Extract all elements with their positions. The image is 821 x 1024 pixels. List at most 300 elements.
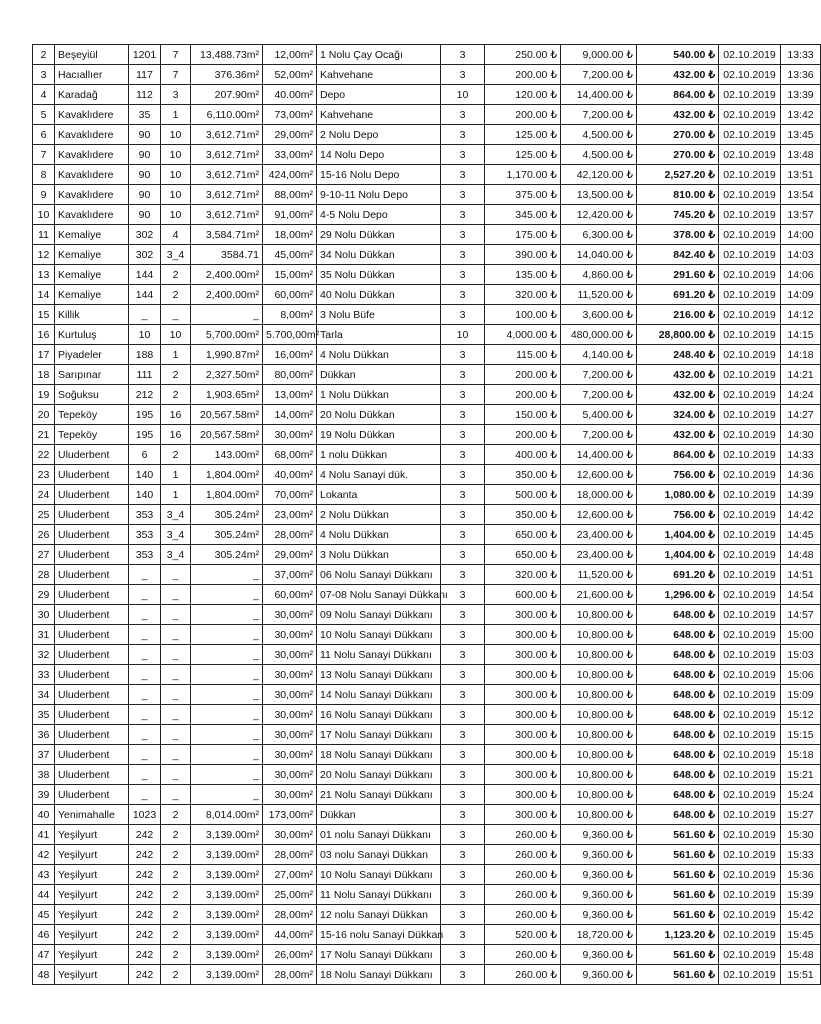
table-row [33, 265, 821, 285]
table-row [33, 845, 821, 865]
monthly-price-cell: 100.00 ₺ [485, 305, 561, 325]
monthly-price-cell: 600.00 ₺ [485, 585, 561, 605]
duration-cell: 3 [441, 245, 485, 265]
date-cell: 02.10.2019 [719, 725, 781, 745]
guarantee-cell: 756.00 ₺ [637, 465, 719, 485]
row-number-cell: 26 [33, 525, 55, 545]
duration-cell: 3 [441, 285, 485, 305]
total-price-cell: 9,360.00 ₺ [561, 825, 637, 845]
duration-cell: 10 [441, 325, 485, 345]
row-number-cell: 32 [33, 645, 55, 665]
guarantee-cell: 1,080.00 ₺ [637, 485, 719, 505]
neighborhood-cell: Uluderbent [55, 565, 129, 585]
row-number-cell: 40 [33, 805, 55, 825]
row-number-cell: 2 [33, 45, 55, 65]
date-cell: 02.10.2019 [719, 865, 781, 885]
table-row [33, 745, 821, 765]
monthly-price-cell: 200.00 ₺ [485, 105, 561, 125]
neighborhood-cell: Uluderbent [55, 705, 129, 725]
parcel-cell: 2 [161, 445, 191, 465]
date-cell: 02.10.2019 [719, 105, 781, 125]
table-row [33, 365, 821, 385]
parcel-cell: 3_4 [161, 505, 191, 525]
guarantee-cell: 648.00 ₺ [637, 725, 719, 745]
total-price-cell: 23,400.00 ₺ [561, 545, 637, 565]
neighborhood-cell: Uluderbent [55, 465, 129, 485]
date-cell: 02.10.2019 [719, 165, 781, 185]
duration-cell: 3 [441, 945, 485, 965]
date-cell: 02.10.2019 [719, 525, 781, 545]
date-cell: 02.10.2019 [719, 225, 781, 245]
monthly-price-cell: 260.00 ₺ [485, 865, 561, 885]
parcel-cell: _ [161, 745, 191, 765]
duration-cell: 3 [441, 685, 485, 705]
guarantee-cell: 291.60 ₺ [637, 265, 719, 285]
parcel-cell: 10 [161, 325, 191, 345]
block-cell: 353 [129, 545, 161, 565]
neighborhood-cell: Uluderbent [55, 545, 129, 565]
table-row [33, 905, 821, 925]
duration-cell: 3 [441, 905, 485, 925]
rented-area-cell: 40.00m² [263, 85, 317, 105]
duration-cell: 3 [441, 665, 485, 685]
guarantee-cell: 648.00 ₺ [637, 805, 719, 825]
monthly-price-cell: 260.00 ₺ [485, 905, 561, 925]
block-cell: 112 [129, 85, 161, 105]
time-cell: 15:15 [781, 725, 821, 745]
time-cell: 14:03 [781, 245, 821, 265]
parcel-area-cell: 305.24m² [191, 525, 263, 545]
monthly-price-cell: 200.00 ₺ [485, 425, 561, 445]
row-number-cell: 24 [33, 485, 55, 505]
time-cell: 14:51 [781, 565, 821, 585]
guarantee-cell: 648.00 ₺ [637, 605, 719, 625]
neighborhood-cell: Yeşilyurt [55, 925, 129, 945]
row-number-cell: 25 [33, 505, 55, 525]
time-cell: 14:09 [781, 285, 821, 305]
parcel-cell: _ [161, 625, 191, 645]
monthly-price-cell: 300.00 ₺ [485, 725, 561, 745]
time-cell: 15:06 [781, 665, 821, 685]
duration-cell: 3 [441, 865, 485, 885]
neighborhood-cell: Uluderbent [55, 745, 129, 765]
time-cell: 14:24 [781, 385, 821, 405]
parcel-cell: 2 [161, 385, 191, 405]
total-price-cell: 4,500.00 ₺ [561, 125, 637, 145]
parcel-area-cell: 3,139.00m² [191, 925, 263, 945]
block-cell: _ [129, 725, 161, 745]
time-cell: 13:57 [781, 205, 821, 225]
date-cell: 02.10.2019 [719, 65, 781, 85]
parcel-area-cell: 3,139.00m² [191, 825, 263, 845]
parcel-cell: 2 [161, 805, 191, 825]
monthly-price-cell: 300.00 ₺ [485, 665, 561, 685]
duration-cell: 3 [441, 145, 485, 165]
parcel-cell: 1 [161, 465, 191, 485]
table-row [33, 425, 821, 445]
monthly-price-cell: 260.00 ₺ [485, 885, 561, 905]
block-cell: 90 [129, 165, 161, 185]
total-price-cell: 14,040.00 ₺ [561, 245, 637, 265]
neighborhood-cell: Uluderbent [55, 765, 129, 785]
parcel-area-cell: 1,804.00m² [191, 485, 263, 505]
neighborhood-cell: Karadağ [55, 85, 129, 105]
duration-cell: 3 [441, 705, 485, 725]
guarantee-cell: 1,404.00 ₺ [637, 525, 719, 545]
description-cell: 10 Nolu Sanayi Dükkanı [317, 625, 441, 645]
monthly-price-cell: 320.00 ₺ [485, 285, 561, 305]
guarantee-cell: 1,296.00 ₺ [637, 585, 719, 605]
parcel-area-cell: 3,584.71m² [191, 225, 263, 245]
neighborhood-cell: Piyadeler [55, 345, 129, 365]
row-number-cell: 28 [33, 565, 55, 585]
neighborhood-cell: Uluderbent [55, 625, 129, 645]
rented-area-cell: 60,00m² [263, 585, 317, 605]
block-cell: _ [129, 665, 161, 685]
neighborhood-cell: Yeşilyurt [55, 845, 129, 865]
time-cell: 14:21 [781, 365, 821, 385]
row-number-cell: 36 [33, 725, 55, 745]
table-row [33, 765, 821, 785]
parcel-cell: 3_4 [161, 545, 191, 565]
row-number-cell: 22 [33, 445, 55, 465]
neighborhood-cell: Killik [55, 305, 129, 325]
row-number-cell: 7 [33, 145, 55, 165]
block-cell: 35 [129, 105, 161, 125]
row-number-cell: 12 [33, 245, 55, 265]
date-cell: 02.10.2019 [719, 145, 781, 165]
block-cell: 117 [129, 65, 161, 85]
rented-area-cell: 23,00m² [263, 505, 317, 525]
table-row [33, 865, 821, 885]
total-price-cell: 7,200.00 ₺ [561, 365, 637, 385]
rented-area-cell: 70,00m² [263, 485, 317, 505]
guarantee-cell: 1,404.00 ₺ [637, 545, 719, 565]
duration-cell: 3 [441, 305, 485, 325]
parcel-area-cell: 8,014.00m² [191, 805, 263, 825]
table-row [33, 205, 821, 225]
parcel-cell: 2 [161, 825, 191, 845]
table-row [33, 45, 821, 65]
date-cell: 02.10.2019 [719, 585, 781, 605]
neighborhood-cell: Yenimahalle [55, 805, 129, 825]
duration-cell: 3 [441, 845, 485, 865]
row-number-cell: 19 [33, 385, 55, 405]
table-row [33, 385, 821, 405]
block-cell: 242 [129, 905, 161, 925]
rented-area-cell: 30,00m² [263, 765, 317, 785]
description-cell: 17 Nolu Sanayi Dükkanı [317, 725, 441, 745]
row-number-cell: 18 [33, 365, 55, 385]
table-row [33, 945, 821, 965]
rented-area-cell: 12,00m² [263, 45, 317, 65]
rented-area-cell: 68,00m² [263, 445, 317, 465]
guarantee-cell: 648.00 ₺ [637, 665, 719, 685]
time-cell: 14:30 [781, 425, 821, 445]
rented-area-cell: 30,00m² [263, 425, 317, 445]
guarantee-cell: 756.00 ₺ [637, 505, 719, 525]
rented-area-cell: 26,00m² [263, 945, 317, 965]
duration-cell: 3 [441, 265, 485, 285]
date-cell: 02.10.2019 [719, 845, 781, 865]
table-row [33, 625, 821, 645]
rented-area-cell: 60,00m² [263, 285, 317, 305]
table-row [33, 465, 821, 485]
duration-cell: 3 [441, 505, 485, 525]
time-cell: 13:42 [781, 105, 821, 125]
monthly-price-cell: 300.00 ₺ [485, 785, 561, 805]
monthly-price-cell: 520.00 ₺ [485, 925, 561, 945]
block-cell: 144 [129, 285, 161, 305]
neighborhood-cell: Kavaklıdere [55, 165, 129, 185]
time-cell: 13:54 [781, 185, 821, 205]
rented-area-cell: 25,00m² [263, 885, 317, 905]
row-number-cell: 33 [33, 665, 55, 685]
parcel-cell: _ [161, 605, 191, 625]
block-cell: 90 [129, 185, 161, 205]
monthly-price-cell: 4,000.00 ₺ [485, 325, 561, 345]
guarantee-cell: 648.00 ₺ [637, 785, 719, 805]
neighborhood-cell: Uluderbent [55, 665, 129, 685]
duration-cell: 3 [441, 425, 485, 445]
date-cell: 02.10.2019 [719, 885, 781, 905]
duration-cell: 3 [441, 885, 485, 905]
parcel-cell: _ [161, 565, 191, 585]
parcel-area-cell: _ [191, 605, 263, 625]
parcel-cell: 2 [161, 925, 191, 945]
row-number-cell: 38 [33, 765, 55, 785]
duration-cell: 3 [441, 725, 485, 745]
parcel-cell: _ [161, 305, 191, 325]
table-row [33, 145, 821, 165]
rented-area-cell: 30,00m² [263, 625, 317, 645]
row-number-cell: 17 [33, 345, 55, 365]
block-cell: _ [129, 705, 161, 725]
monthly-price-cell: 300.00 ₺ [485, 745, 561, 765]
monthly-price-cell: 120.00 ₺ [485, 85, 561, 105]
block-cell: 212 [129, 385, 161, 405]
rented-area-cell: 15,00m² [263, 265, 317, 285]
duration-cell: 3 [441, 745, 485, 765]
date-cell: 02.10.2019 [719, 505, 781, 525]
date-cell: 02.10.2019 [719, 345, 781, 365]
table-body [33, 45, 821, 985]
description-cell: 40 Nolu Dükkan [317, 285, 441, 305]
total-price-cell: 12,600.00 ₺ [561, 505, 637, 525]
neighborhood-cell: Kavaklıdere [55, 105, 129, 125]
parcel-cell: 10 [161, 185, 191, 205]
date-cell: 02.10.2019 [719, 305, 781, 325]
neighborhood-cell: Soğuksu [55, 385, 129, 405]
total-price-cell: 10,800.00 ₺ [561, 785, 637, 805]
duration-cell: 3 [441, 825, 485, 845]
total-price-cell: 10,800.00 ₺ [561, 765, 637, 785]
row-number-cell: 5 [33, 105, 55, 125]
neighborhood-cell: Kemaliye [55, 245, 129, 265]
parcel-cell: _ [161, 705, 191, 725]
table-row [33, 925, 821, 945]
parcel-area-cell: 6,110.00m² [191, 105, 263, 125]
description-cell: 03 nolu Sanayi Dükkan [317, 845, 441, 865]
time-cell: 15:36 [781, 865, 821, 885]
rented-area-cell: 28,00m² [263, 965, 317, 985]
row-number-cell: 3 [33, 65, 55, 85]
parcel-cell: 2 [161, 845, 191, 865]
date-cell: 02.10.2019 [719, 285, 781, 305]
table-row [33, 545, 821, 565]
monthly-price-cell: 135.00 ₺ [485, 265, 561, 285]
duration-cell: 3 [441, 645, 485, 665]
time-cell: 15:51 [781, 965, 821, 985]
parcel-area-cell: _ [191, 685, 263, 705]
table-row [33, 185, 821, 205]
row-number-cell: 39 [33, 785, 55, 805]
guarantee-cell: 842.40 ₺ [637, 245, 719, 265]
parcel-cell: _ [161, 645, 191, 665]
table-row [33, 585, 821, 605]
time-cell: 14:00 [781, 225, 821, 245]
monthly-price-cell: 175.00 ₺ [485, 225, 561, 245]
guarantee-cell: 648.00 ₺ [637, 685, 719, 705]
block-cell: 195 [129, 405, 161, 425]
total-price-cell: 10,800.00 ₺ [561, 685, 637, 705]
duration-cell: 3 [441, 345, 485, 365]
duration-cell: 3 [441, 165, 485, 185]
rented-area-cell: 29,00m² [263, 125, 317, 145]
neighborhood-cell: Yeşilyurt [55, 945, 129, 965]
parcel-area-cell: 2,327.50m² [191, 365, 263, 385]
parcel-cell: 10 [161, 205, 191, 225]
parcel-cell: 1 [161, 485, 191, 505]
neighborhood-cell: Kemaliye [55, 225, 129, 245]
rented-area-cell: 52,00m² [263, 65, 317, 85]
block-cell: 111 [129, 365, 161, 385]
neighborhood-cell: Kavaklıdere [55, 205, 129, 225]
description-cell: 15-16 Nolu Depo [317, 165, 441, 185]
time-cell: 15:24 [781, 785, 821, 805]
monthly-price-cell: 150.00 ₺ [485, 405, 561, 425]
date-cell: 02.10.2019 [719, 385, 781, 405]
description-cell: 14 Nolu Sanayi Dükkanı [317, 685, 441, 705]
table-row [33, 605, 821, 625]
time-cell: 15:00 [781, 625, 821, 645]
description-cell: 10 Nolu Sanayi Dükkanı [317, 865, 441, 885]
guarantee-cell: 2,527.20 ₺ [637, 165, 719, 185]
total-price-cell: 18,720.00 ₺ [561, 925, 637, 945]
duration-cell: 3 [441, 925, 485, 945]
date-cell: 02.10.2019 [719, 245, 781, 265]
total-price-cell: 13,500.00 ₺ [561, 185, 637, 205]
block-cell: 242 [129, 845, 161, 865]
duration-cell: 3 [441, 565, 485, 585]
guarantee-cell: 864.00 ₺ [637, 85, 719, 105]
guarantee-cell: 648.00 ₺ [637, 765, 719, 785]
time-cell: 14:06 [781, 265, 821, 285]
monthly-price-cell: 390.00 ₺ [485, 245, 561, 265]
neighborhood-cell: Kemaliye [55, 265, 129, 285]
table-row [33, 785, 821, 805]
neighborhood-cell: Uluderbent [55, 485, 129, 505]
monthly-price-cell: 260.00 ₺ [485, 845, 561, 865]
date-cell: 02.10.2019 [719, 425, 781, 445]
duration-cell: 3 [441, 225, 485, 245]
neighborhood-cell: Uluderbent [55, 445, 129, 465]
parcel-cell: _ [161, 785, 191, 805]
row-number-cell: 45 [33, 905, 55, 925]
neighborhood-cell: Tepeköy [55, 425, 129, 445]
total-price-cell: 4,860.00 ₺ [561, 265, 637, 285]
block-cell: _ [129, 745, 161, 765]
block-cell: 195 [129, 425, 161, 445]
block-cell: 302 [129, 225, 161, 245]
monthly-price-cell: 350.00 ₺ [485, 465, 561, 485]
parcel-area-cell: 1,990.87m² [191, 345, 263, 365]
guarantee-cell: 432.00 ₺ [637, 385, 719, 405]
rented-area-cell: 424,00m² [263, 165, 317, 185]
parcel-area-cell: 305.24m² [191, 545, 263, 565]
parcel-area-cell: 3,612.71m² [191, 185, 263, 205]
parcel-cell: 2 [161, 945, 191, 965]
table-row [33, 505, 821, 525]
parcel-area-cell: 376.36m² [191, 65, 263, 85]
neighborhood-cell: Uluderbent [55, 605, 129, 625]
parcel-cell: _ [161, 685, 191, 705]
guarantee-cell: 432.00 ₺ [637, 105, 719, 125]
date-cell: 02.10.2019 [719, 645, 781, 665]
table-row [33, 225, 821, 245]
description-cell: 4 Nolu Dükkan [317, 525, 441, 545]
total-price-cell: 4,500.00 ₺ [561, 145, 637, 165]
monthly-price-cell: 250.00 ₺ [485, 45, 561, 65]
rented-area-cell: 13,00m² [263, 385, 317, 405]
rented-area-cell: 30,00m² [263, 645, 317, 665]
monthly-price-cell: 200.00 ₺ [485, 385, 561, 405]
row-number-cell: 13 [33, 265, 55, 285]
row-number-cell: 20 [33, 405, 55, 425]
monthly-price-cell: 300.00 ₺ [485, 605, 561, 625]
rented-area-cell: 30,00m² [263, 665, 317, 685]
parcel-area-cell: 3,612.71m² [191, 145, 263, 165]
total-price-cell: 480,000.00 ₺ [561, 325, 637, 345]
monthly-price-cell: 650.00 ₺ [485, 525, 561, 545]
time-cell: 15:30 [781, 825, 821, 845]
time-cell: 14:45 [781, 525, 821, 545]
description-cell: 01 nolu Sanayi Dükkanı [317, 825, 441, 845]
date-cell: 02.10.2019 [719, 465, 781, 485]
guarantee-cell: 540.00 ₺ [637, 45, 719, 65]
row-number-cell: 48 [33, 965, 55, 985]
row-number-cell: 15 [33, 305, 55, 325]
block-cell: _ [129, 785, 161, 805]
block-cell: 242 [129, 965, 161, 985]
block-cell: 242 [129, 925, 161, 945]
guarantee-cell: 248.40 ₺ [637, 345, 719, 365]
parcel-cell: 2 [161, 365, 191, 385]
block-cell: 140 [129, 465, 161, 485]
time-cell: 14:48 [781, 545, 821, 565]
block-cell: 242 [129, 885, 161, 905]
time-cell: 15:21 [781, 765, 821, 785]
table-row [33, 85, 821, 105]
block-cell: 90 [129, 125, 161, 145]
neighborhood-cell: Uluderbent [55, 685, 129, 705]
block-cell: 10 [129, 325, 161, 345]
rented-area-cell: 37,00m² [263, 565, 317, 585]
parcel-cell: _ [161, 665, 191, 685]
time-cell: 14:36 [781, 465, 821, 485]
block-cell: 1023 [129, 805, 161, 825]
parcel-cell: _ [161, 765, 191, 785]
